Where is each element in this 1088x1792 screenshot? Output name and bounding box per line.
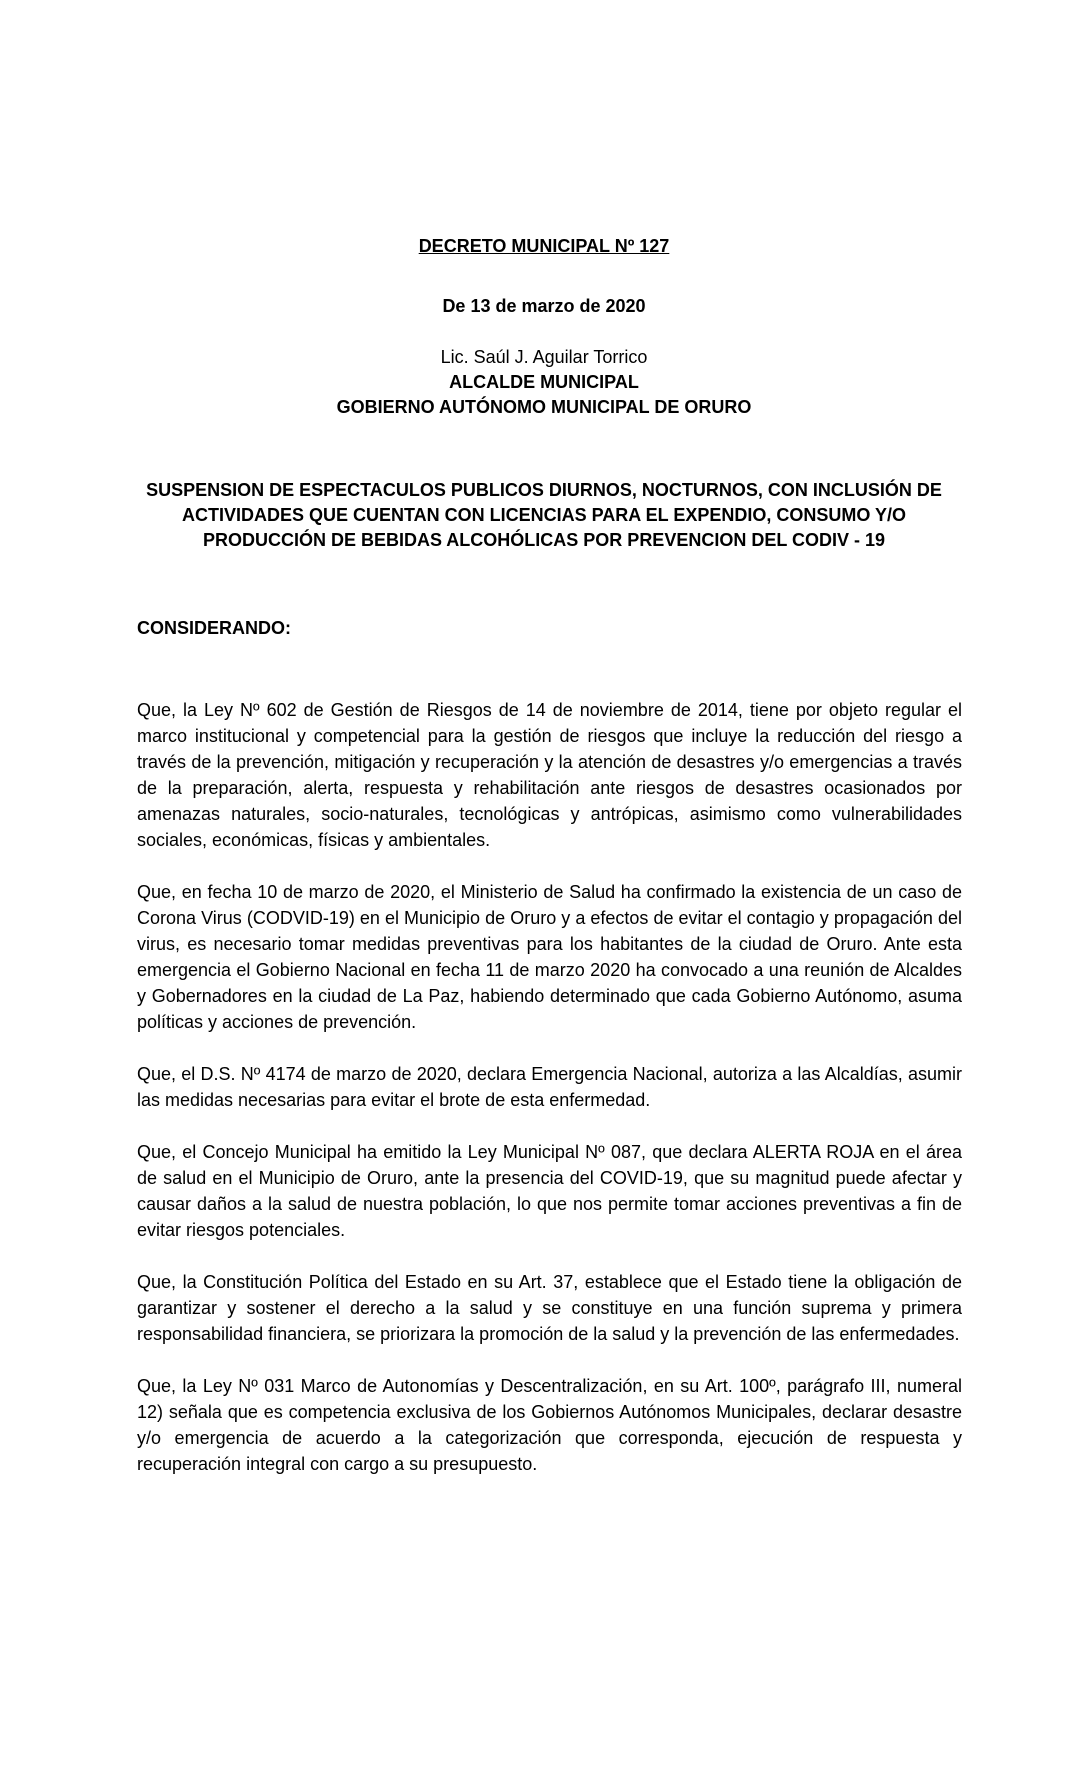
decree-date: De 13 de marzo de 2020 [442, 296, 646, 316]
paragraph: Que, el Concejo Municipal ha emitido la Ley Municipal Nº 087, que declara ALERTA ROJA en el área de salud en el Municipio de Oruro, ante la presencia del COVID-19, que su magnitud puede afectar y causar daños a la salud de nuestra población, lo que nos permite tomar acciones preventivas a fin de evitar riesgos potenciales. [137, 1142, 962, 1240]
official-name: Lic. Saúl J. Aguilar Torrico [440, 347, 648, 367]
signatory-block [0, 345, 1088, 420]
paragraph: Que, la Ley Nº 031 Marco de Autonomías y Descentralización, en su Art. 100º, parágrafo III, numeral 12) señala que es competencia exclusiva de los Gobiernos Autónomos Municipales, declarar desastre y/o emergencia de acuerdo a la categorización que corresponda, ejecución de respuesta y recuperación integral con cargo a su presupuesto. [137, 1376, 962, 1474]
paragraph: Que, en fecha 10 de marzo de 2020, el Ministerio de Salud ha confirmado la existencia de un caso de Corona Virus (CODVID-19) en el Municipio de Oruro y a efectos de evitar el contagio y propagación del virus, es necesario tomar medidas preventivas para los habitantes de la ciudad de Oruro. Ante esta emergencia el Gobierno Nacional en fecha 11 de marzo 2020 ha convocado a una reunión de Alcaldes y Gobernadores en la ciudad de La Paz, habiendo determinado que cada Gobierno Autónomo, asuma políticas y acciones de prevención. [137, 882, 962, 1032]
official-title: ALCALDE MUNICIPAL [449, 372, 639, 392]
decree-heading: SUSPENSION DE ESPECTACULOS PUBLICOS DIURNOS, NOCTURNOS, CON INCLUSIÓN DE ACTIVIDADES QUE CUENTAN CON LICENCIAS PARA EL EXPENDIO, CONSUMO Y/O PRODUCCIÓN DE BEBIDAS ALCOHÓLICAS POR PREVENCION DEL CODIV - 19 [146, 480, 942, 550]
paragraph: Que, la Ley Nº 602 de Gestión de Riesgos de 14 de noviembre de 2014, tiene por objeto regular el marco institucional y competencial para la gestión de riesgos que incluye la reducción del riesgo a través de la prevención, mitigación y recuperación y la atención de desastres y/o emergencias a través de la preparación, alerta, respuesta y rehabilitación ante riesgos de desastres ocasionados por amenazas naturales, socio-naturales, tecnológicas y antrópicas, asimismo como vulnerabilidades sociales, económicas, físicas y ambientales. [137, 700, 962, 850]
decree-title: DECRETO MUNICIPAL Nº 127 [418, 236, 670, 256]
considerando-label: CONSIDERANDO: [137, 618, 292, 638]
government-name: GOBIERNO AUTÓNOMO MUNICIPAL DE ORURO [336, 397, 752, 417]
paragraph: Que, el D.S. Nº 4174 de marzo de 2020, declara Emergencia Nacional, autoriza a las Alcaldías, asumir las medidas necesarias para evitar el brote de esta enfermedad. [137, 1064, 962, 1110]
body-text [137, 697, 962, 1503]
paragraph: Que, la Constitución Política del Estado en su Art. 37, establece que el Estado tiene la obligación de garantizar y sostener el derecho a la salud y se constituye en una función suprema y primera responsabilidad financiera, se priorizara la promoción de la salud y la prevención de las enfermedades. [137, 1272, 962, 1344]
